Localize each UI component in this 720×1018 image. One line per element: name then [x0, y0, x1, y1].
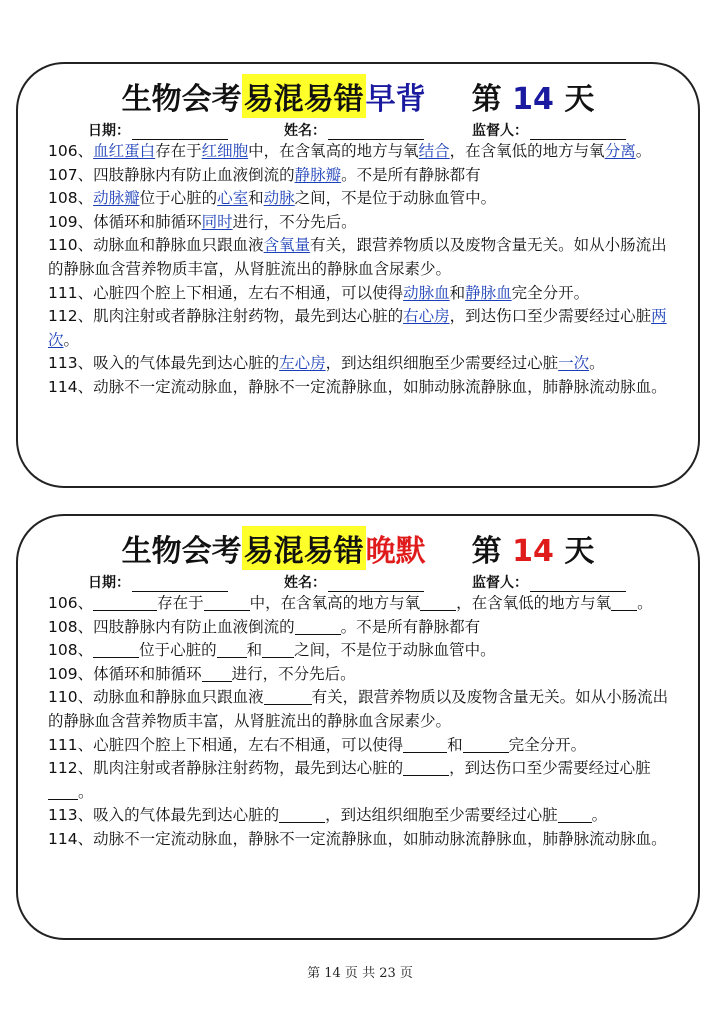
- list-item: [48, 234, 678, 281]
- item-text: 存在于: [157, 594, 204, 612]
- item-text: 112、肌肉注射或者静脉注射药物，最先到达心脏的: [48, 759, 404, 778]
- item-text: ，到达伤口至少需要经过心脏: [449, 307, 652, 326]
- item-text: 108、四肢静脉内有防止血液倒流的: [48, 617, 295, 636]
- list-item: [48, 757, 678, 804]
- item-text: 。不是所有静脉都有: [341, 165, 481, 184]
- item-text: 114、动脉不一定流动脉血，静脉不一定流静脉血，如肺动脉流静脉血，肺静脉流动脉血。: [48, 829, 667, 848]
- item-text: 完全分开。: [508, 735, 587, 754]
- list-item: [48, 140, 678, 164]
- title-tail: 晚默: [365, 534, 426, 569]
- page-footer: 第 14 页 共 23 页: [307, 966, 413, 981]
- list-item: [48, 663, 678, 687]
- item-text: 108、: [48, 641, 94, 660]
- list-item: [48, 686, 678, 733]
- item-text: 。: [637, 594, 653, 612]
- answer-blank[interactable]: [217, 641, 247, 658]
- item-text: 111、心脏四个腔上下相通，左右不相通，可以使得: [48, 283, 404, 302]
- item-text: 。: [635, 142, 652, 160]
- answer-text: 同时: [201, 212, 233, 231]
- item-text: 111、心脏四个腔上下相通，左右不相通，可以使得: [48, 735, 404, 754]
- item-text: 114、动脉不一定流动脉血，静脉不一定流静脉血，如肺动脉流静脉血，肺静脉流动脉血。: [48, 377, 667, 396]
- answer-blank[interactable]: [295, 618, 341, 635]
- item-text: 存在于: [155, 142, 202, 160]
- answer-text: 静脉瓣: [294, 165, 342, 184]
- answer-blank[interactable]: [204, 594, 250, 611]
- day-number: 14: [512, 82, 554, 117]
- item-text: 有关，跟营养物质以及废物含量无关。如从小肠流出的静脉血含营养物质丰富，从肾脏流出的静脉血含尿素少。: [48, 688, 669, 730]
- item-text: ，在含氧低的地方与氧: [449, 142, 605, 160]
- answer-blank[interactable]: [262, 641, 294, 658]
- list-item: [48, 639, 678, 663]
- item-text: 之间，不是位于动脉血管中。: [294, 641, 496, 660]
- answer-text: 静脉血: [465, 283, 512, 302]
- item-text: ，到达伤口至少需要经过心脏: [449, 759, 651, 778]
- answer-blank[interactable]: [48, 783, 78, 800]
- answer-text: 含氧量: [263, 236, 311, 255]
- item-text: ，到达组织细胞至少需要经过心脏: [325, 806, 558, 825]
- title-prefix: 生物会考: [121, 534, 242, 569]
- item-text: 完全分开。: [511, 283, 590, 302]
- answer-blank[interactable]: [403, 736, 447, 753]
- item-text: 。: [591, 806, 608, 825]
- answer-text: 左心房: [279, 354, 326, 373]
- answer-blank[interactable]: [93, 594, 157, 611]
- list-item: [48, 616, 678, 640]
- item-text: ，在含氧低的地方与氧: [456, 594, 612, 612]
- list-item: [48, 187, 678, 211]
- item-text: 中，在含氧高的地方与氧: [249, 594, 421, 612]
- item-text: 。: [589, 354, 605, 373]
- item-text: 108、: [48, 189, 94, 208]
- answer-blank[interactable]: [420, 594, 456, 611]
- meta-row: [88, 572, 658, 592]
- date-field[interactable]: 日期：: [88, 572, 228, 592]
- item-text: 和: [248, 189, 264, 208]
- answer-blank[interactable]: [279, 806, 325, 823]
- supervisor-field[interactable]: 监督人：: [472, 120, 626, 140]
- answer-blank[interactable]: [202, 665, 232, 682]
- list-item: [48, 211, 678, 235]
- title-prefix: 生物会考: [121, 82, 242, 117]
- list-item: [48, 305, 678, 352]
- answer-text: 两次: [48, 307, 667, 349]
- item-text: 位于心脏的: [139, 641, 217, 660]
- day-label-2: 天: [564, 534, 595, 569]
- name-field[interactable]: 姓名：: [284, 120, 424, 140]
- name-field[interactable]: 姓名：: [284, 572, 424, 592]
- morning-review-card: [16, 62, 700, 488]
- item-text: 106、: [48, 142, 94, 160]
- answer-text: 红细胞: [201, 142, 249, 160]
- meta-row: [88, 120, 658, 140]
- item-text: 。: [78, 782, 94, 801]
- answer-text: 动脉血: [403, 283, 450, 302]
- item-text: 。不是所有静脉都有: [340, 617, 481, 636]
- item-text: 进行，不分先后。: [232, 212, 357, 231]
- supervisor-field[interactable]: 监督人：: [472, 572, 626, 592]
- answer-text: 结合: [418, 142, 450, 160]
- answer-text: 分离: [604, 142, 636, 160]
- item-text: 110、动脉血和静脉血只跟血液: [48, 688, 264, 707]
- answer-blank[interactable]: [93, 641, 139, 658]
- answer-text: 右心房: [403, 307, 450, 326]
- item-text: 和: [449, 283, 466, 302]
- item-text: 109、体循环和肺循环: [48, 664, 202, 683]
- answer-text: 血红蛋白: [93, 142, 156, 160]
- list-item: [48, 592, 678, 616]
- item-text: 位于心脏的: [139, 189, 218, 208]
- answer-blank[interactable]: [264, 688, 312, 705]
- day-label-1: 第: [471, 82, 502, 117]
- item-text: 113、吸入的气体最先到达心脏的: [48, 806, 280, 825]
- item-text: 110、动脉血和静脉血只跟血液: [48, 236, 264, 255]
- item-text: 112、肌肉注射或者静脉注射药物，最先到达心脏的: [48, 307, 404, 326]
- list-item: [48, 828, 678, 852]
- day-number: 14: [512, 534, 554, 569]
- date-field[interactable]: 日期：: [88, 120, 228, 140]
- answer-text: 心室: [217, 189, 249, 208]
- item-text: 106、: [48, 594, 94, 612]
- card-title: [18, 526, 698, 570]
- item-text: 和: [246, 641, 263, 660]
- item-text: 107、四肢静脉内有防止血液倒流的: [48, 165, 295, 184]
- item-text: 113、吸入的气体最先到达心脏的: [48, 354, 280, 373]
- list-item: [48, 164, 678, 188]
- answer-blank[interactable]: [463, 736, 509, 753]
- card-title: [18, 74, 698, 118]
- title-highlight: 易混易错: [242, 526, 366, 570]
- list-item: [48, 352, 678, 376]
- answer-text: 动脉瓣: [93, 189, 140, 208]
- item-text: 有关，跟营养物质以及废物含量无关。如从小肠流出的静脉血含营养物质丰富，从肾脏流出的静脉血含尿素少。: [48, 236, 667, 278]
- item-list: [48, 592, 678, 852]
- list-item: [48, 804, 678, 828]
- evening-dictation-card: [16, 514, 700, 940]
- title-highlight: 易混易错: [242, 74, 366, 118]
- answer-blank[interactable]: [611, 594, 637, 611]
- title-tail: 早背: [365, 82, 426, 117]
- item-text: 之间，不是位于动脉血管中。: [294, 189, 497, 208]
- day-label-1: 第: [471, 534, 502, 569]
- item-text: ，到达组织细胞至少需要经过心脏: [325, 354, 559, 373]
- item-text: 进行，不分先后。: [231, 664, 356, 683]
- item-text: 中，在含氧高的地方与氧: [248, 142, 419, 160]
- list-item: [48, 376, 678, 400]
- answer-text: 一次: [558, 354, 590, 373]
- day-label-2: 天: [564, 82, 595, 117]
- list-item: [48, 282, 678, 306]
- item-text: 109、体循环和肺循环: [48, 212, 202, 231]
- answer-blank[interactable]: [558, 806, 592, 823]
- item-list: [48, 140, 678, 400]
- item-text: 。: [63, 330, 80, 349]
- list-item: [48, 734, 678, 758]
- item-text: 和: [447, 735, 463, 754]
- answer-blank[interactable]: [403, 759, 449, 776]
- answer-text: 动脉: [263, 189, 295, 208]
